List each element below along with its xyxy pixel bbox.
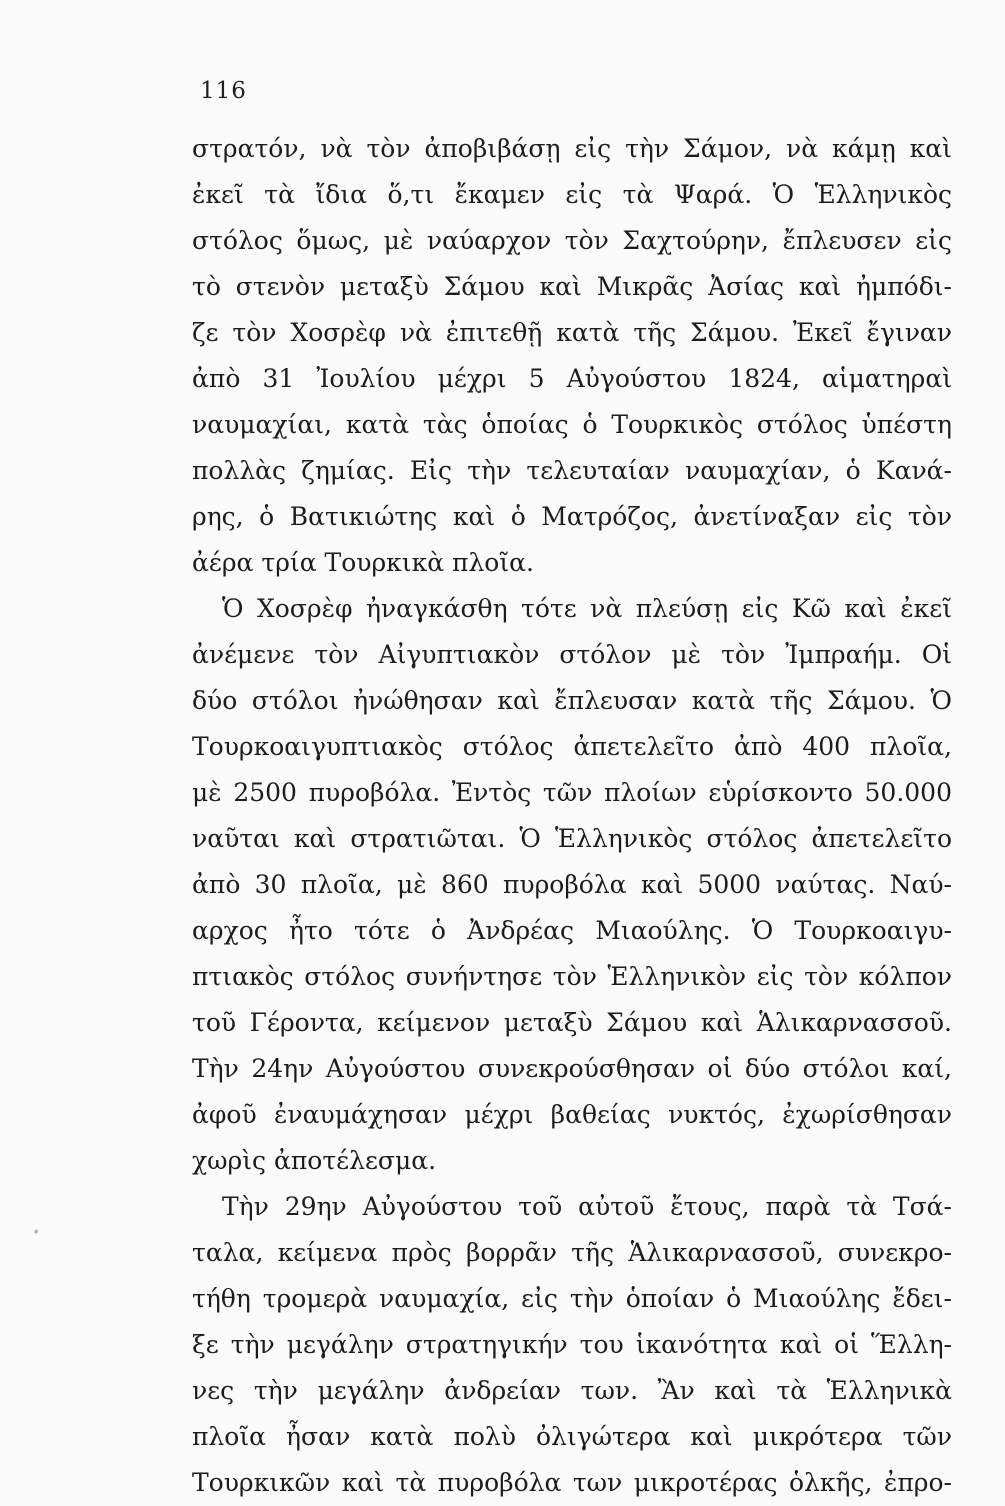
page-number: 116 — [200, 78, 247, 104]
text-line: ἐκεῖ τὰ ἴδια ὅ,τι ἔκαμεν εἰς τὰ Ψαρά. Ὁ Ἑλληνικὸς — [192, 180, 952, 209]
text-line: ζε τὸν Χοσρὲφ νὰ ἐπιτεθῇ κατὰ τῆς Σάμου. Ἐκεῖ ἔγιναν — [192, 318, 952, 347]
text-line: ναυμαχίαι, κατὰ τὰς ὁποίας ὁ Τουρκικὸς στόλος ὑπέστη — [192, 410, 952, 439]
paragraph — [192, 586, 952, 1184]
text-line: ἀέρα τρία Τουρκικὰ πλοῖα. — [192, 548, 534, 577]
text-line: τήθη τρομερὰ ναυμαχία, εἰς τὴν ὁποίαν ὁ Μιαούλης ἔδει- — [192, 1284, 952, 1313]
text-line: ἀφοῦ ἐναυμάχησαν μέχρι βαθείας νυκτός, ἐχωρίσθησαν — [192, 1100, 952, 1129]
text-line: πτιακὸς στόλος συνήντησε τὸν Ἑλληνικὸν εἰς τὸν κόλπον — [192, 962, 952, 991]
text-line: νες τὴν μεγάλην ἀνδρείαν των. Ἂν καὶ τὰ Ἑλληνικὰ — [192, 1376, 952, 1405]
text-line: Τουρκοαιγυπτιακὸς στόλος ἀπετελεῖτο ἀπὸ 400 πλοῖα, — [192, 732, 952, 761]
body-text — [192, 126, 952, 1506]
scan-mark: • — [32, 1225, 41, 1241]
text-line: στρατόν, νὰ τὸν ἀποβιβάσῃ εἰς τὴν Σάμον, νὰ κάμῃ καὶ — [192, 134, 952, 163]
text-line: ταλα, κείμενα πρὸς βορρᾶν τῆς Ἁλικαρνασσοῦ, συνεκρο- — [192, 1238, 952, 1267]
text-line: αρχος ἦτο τότε ὁ Ἀνδρέας Μιαούλης. Ὁ Τουρκοαιγυ- — [192, 916, 952, 945]
text-line: ἀπὸ 31 Ἰουλίου μέχρι 5 Αὐγούστου 1824, αἱματηραὶ — [192, 364, 952, 393]
text-line: μὲ 2500 πυροβόλα. Ἐντὸς τῶν πλοίων εὑρίσκοντο 50.000 — [192, 778, 952, 807]
text-line: τὸ στενὸν μεταξὺ Σάμου καὶ Μικρᾶς Ἀσίας καὶ ἠμπόδι- — [192, 272, 952, 301]
text-line: Τὴν 24ην Αὐγούστου συνεκρούσθησαν οἱ δύο στόλοι καί, — [192, 1054, 952, 1083]
text-line: τοῦ Γέροντα, κείμενον μεταξὺ Σάμου καὶ Ἁλικαρνασσοῦ. — [192, 1008, 952, 1037]
text-line: ρης, ὁ Βατικιώτης καὶ ὁ Ματρόζος, ἀνετίναξαν εἰς τὸν — [192, 502, 952, 531]
text-line: ἀνέμενε τὸν Αἰγυπτιακὸν στόλον μὲ τὸν Ἰμπραήμ. Οἱ — [192, 640, 952, 669]
text-line: στόλος ὅμως, μὲ ναύαρχον τὸν Σαχτούρην, ἔπλευσεν εἰς — [192, 226, 952, 255]
text-line: Τουρκικῶν καὶ τὰ πυροβόλα των μικροτέρας ὁλκῆς, ἐπρο- — [192, 1468, 952, 1497]
text-line: πλοῖα ἦσαν κατὰ πολὺ ὀλιγώτερα καὶ μικρότερα τῶν — [192, 1422, 952, 1451]
text-line: δύο στόλοι ἠνώθησαν καὶ ἔπλευσαν κατὰ τῆς Σάμου. Ὁ — [192, 686, 952, 715]
text-line: ξε τὴν μεγάλην στρατηγικήν του ἱκανότητα καὶ οἱ Ἕλλη- — [192, 1330, 952, 1359]
text-line: ναῦται καὶ στρατιῶται. Ὁ Ἑλληνικὸς στόλος ἀπετελεῖτο — [192, 824, 952, 853]
text-line: χωρὶς ἀποτέλεσμα. — [192, 1146, 437, 1175]
paragraph — [192, 126, 952, 586]
text-line: Ὁ Χοσρὲφ ἠναγκάσθη τότε νὰ πλεύσῃ εἰς Κῶ καὶ ἐκεῖ — [222, 594, 952, 623]
text-line: πολλὰς ζημίας. Εἰς τὴν τελευταίαν ναυμαχίαν, ὁ Κανά- — [192, 456, 952, 485]
text-line: ἀπὸ 30 πλοῖα, μὲ 860 πυροβόλα καὶ 5000 ναύτας. Ναύ- — [192, 870, 952, 899]
text-line: Τὴν 29ην Αὐγούστου τοῦ αὐτοῦ ἔτους, παρὰ τὰ Τσά- — [222, 1192, 952, 1221]
paragraph — [192, 1184, 952, 1506]
